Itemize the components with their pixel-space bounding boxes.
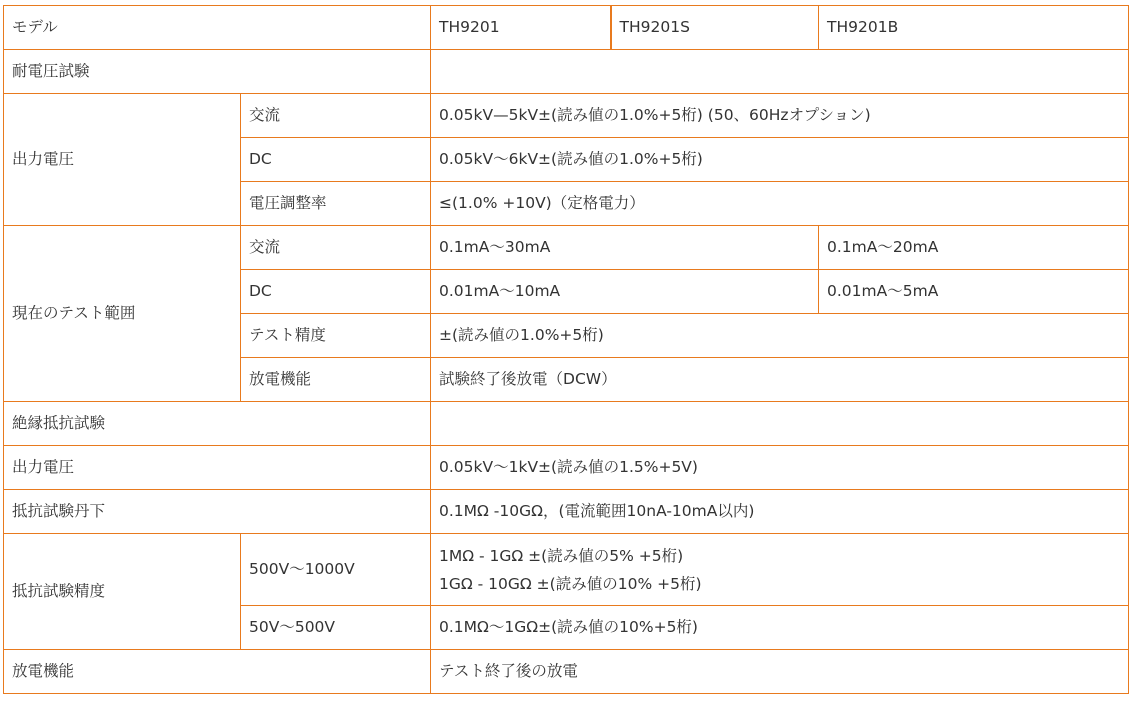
output-ac-label: 交流 [241, 94, 431, 138]
insulation-discharge-label: 放電機能 [4, 650, 431, 694]
table-row-current-ac [4, 226, 1129, 270]
accuracy-high-range-value [431, 534, 1129, 606]
spec-table [3, 5, 1129, 694]
model-label-cell: モデル [4, 6, 431, 50]
resistance-range-label: 抵抗試験丹下 [4, 490, 431, 534]
model-th9201s: TH9201S [611, 6, 819, 50]
current-dc-value-a: 0.01mA～10mA [431, 270, 819, 314]
table-row-withstand-section [4, 50, 1129, 94]
resistance-range-value: 0.1MΩ -10GΩ，(電流範囲10nA-10mA以内) [431, 490, 1129, 534]
insulation-section-empty [431, 402, 1129, 446]
output-ac-value: 0.05kV—5kV±(読み値の1.0%+5桁) (50、60Hzオプション) [431, 94, 1129, 138]
accuracy-high-line-1: 1MΩ - 1GΩ ±(読み値の5% +5桁) [439, 546, 684, 565]
table-row-insulation-discharge [4, 650, 1129, 694]
current-dc-label: DC [241, 270, 431, 314]
current-ac-label: 交流 [241, 226, 431, 270]
accuracy-low-range-value: 0.1MΩ～1GΩ±(読み値の10%+5桁) [431, 606, 1129, 650]
test-accuracy-value: ±(読み値の1.0%+5桁) [431, 314, 1129, 358]
table-row-insulation-output [4, 446, 1129, 490]
insulation-section-title: 絶縁抵抗試験 [4, 402, 431, 446]
current-ac-value-a: 0.1mA～30mA [431, 226, 819, 270]
resistance-accuracy-label: 抵抗試験精度 [4, 534, 241, 650]
table-row-insulation-section [4, 402, 1129, 446]
table-row-output-ac [4, 94, 1129, 138]
accuracy-high-line-2: 1GΩ - 10GΩ ±(読み値の10% +5桁) [439, 574, 702, 593]
accuracy-low-range-label: 50V～500V [241, 606, 431, 650]
test-accuracy-label: テスト精度 [241, 314, 431, 358]
regulation-value: ≤(1.0% +10V)（定格電力） [431, 182, 1129, 226]
table-row-accuracy-high [4, 534, 1129, 606]
output-dc-label: DC [241, 138, 431, 182]
current-range-label: 現在のテスト範囲 [4, 226, 241, 402]
withstand-section-empty [431, 50, 1129, 94]
insulation-output-label: 出力電圧 [4, 446, 431, 490]
insulation-discharge-value: テスト終了後の放電 [431, 650, 1129, 694]
discharge-function-value: 試験終了後放電（DCW） [431, 358, 1129, 402]
model-th9201b: TH9201B [819, 6, 1129, 50]
insulation-output-value: 0.05kV～1kV±(読み値の1.5%+5V) [431, 446, 1129, 490]
withstand-section-title: 耐電圧試験 [4, 50, 431, 94]
table-row-models [4, 6, 1129, 50]
accuracy-high-range-label: 500V～1000V [241, 534, 431, 606]
model-th9201: TH9201 [431, 6, 611, 50]
current-ac-value-b: 0.1mA～20mA [819, 226, 1129, 270]
table-row-resistance-range [4, 490, 1129, 534]
regulation-label: 電圧調整率 [241, 182, 431, 226]
output-dc-value: 0.05kV～6kV±(読み値の1.0%+5桁) [431, 138, 1129, 182]
discharge-function-label: 放電機能 [241, 358, 431, 402]
output-voltage-label: 出力電圧 [4, 94, 241, 226]
current-dc-value-b: 0.01mA～5mA [819, 270, 1129, 314]
